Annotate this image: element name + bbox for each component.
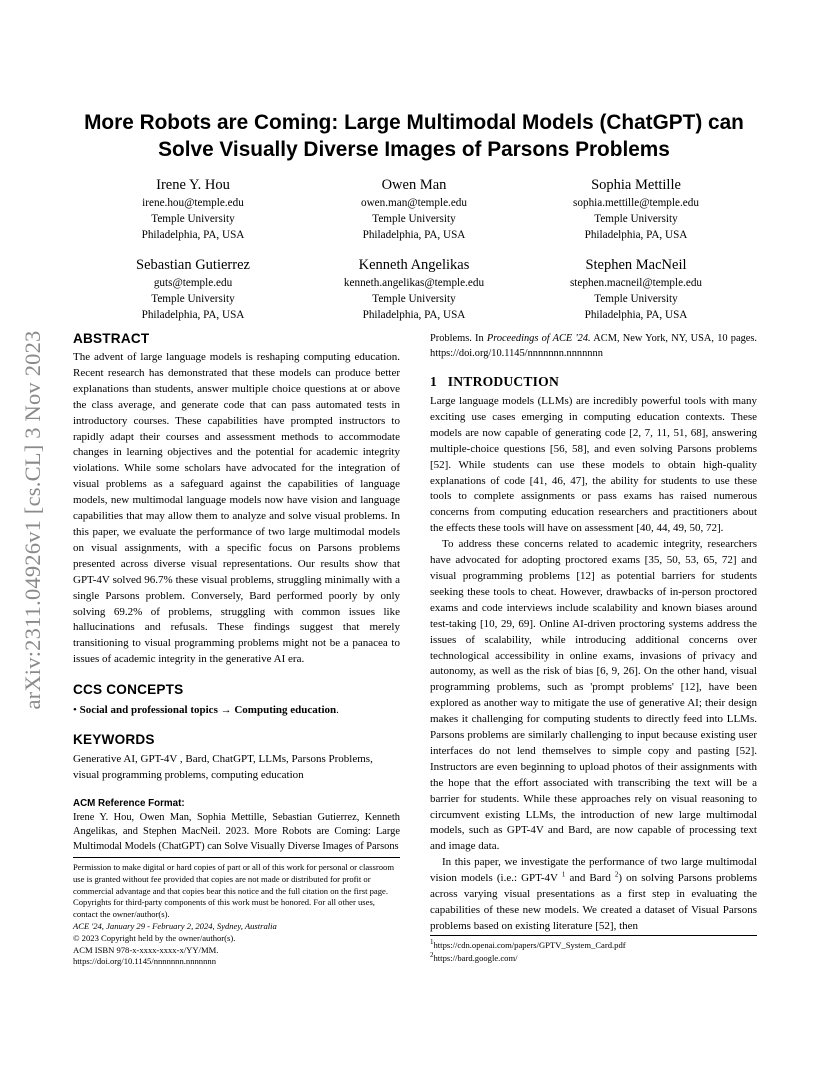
footnote-ref-1[interactable]: 1 (561, 870, 566, 879)
author-affiliation: Temple University (151, 213, 235, 225)
author-name: Owen Man (381, 177, 447, 193)
footnotes (430, 935, 757, 964)
arxiv-id: arXiv:2311.04926v1 [cs.CL] 3 Nov 2023 (20, 330, 45, 710)
footnote-1: $^1$https://cdn.openai.com/papers/GPTV_System_Card.pdf (430, 938, 626, 950)
footnote-ref-2[interactable]: 2 (614, 870, 619, 879)
intro-paragraph-3: In this paper, we investigate the performance of two large multimodal vision models (i.e.: GPT-4V $^1$ and Bard $^2$) on solving Parsons problems across varying visual presentations as a first step in evaluating the capabilities of these new models. We created a dataset of Visual Parsons problems based on existing literature [52], then (430, 856, 757, 932)
abstract-heading: ABSTRACT (73, 331, 150, 346)
permission-isbn: ACM ISBN 978-x-xxxx-xxxx-x/YY/MM. (73, 944, 219, 955)
author-affiliation: Temple University (594, 293, 678, 305)
ccs-arrow-icon: → (220, 704, 232, 717)
author-email[interactable]: stephen.macneil@temple.edu (569, 277, 703, 289)
keywords-text: Generative AI, GPT-4V , Bard, ChatGPT, LLMs, Parsons Problems, visual programming problems, computing education (73, 753, 373, 782)
introduction-heading: 1 INTRODUCTION (430, 374, 559, 389)
author-name: Sophia Mettille (591, 177, 681, 193)
author-block (68, 256, 318, 323)
author-email[interactable]: guts@temple.edu (153, 277, 233, 289)
author-affiliation: Temple University (372, 293, 456, 305)
permission-block (73, 857, 400, 968)
author-block (68, 176, 318, 243)
permission-doi[interactable]: https://doi.org/10.1145/nnnnnnn.nnnnnnn (73, 956, 216, 967)
author-email[interactable]: sophia.mettille@temple.edu (573, 197, 699, 209)
permission-copyright: © 2023 Copyright held by the owner/author(s). (73, 932, 236, 943)
author-affiliation: Temple University (372, 213, 456, 225)
author-block (511, 176, 761, 243)
author-email[interactable]: owen.man@temple.edu (361, 197, 467, 209)
arxiv-stamp (20, 290, 46, 750)
ccs-category: Social and professional topics (79, 704, 218, 717)
author-location: Philadelphia, PA, USA (141, 309, 245, 321)
acm-reference-text: Irene Y. Hou, Owen Man, Sophia Mettille, Sebastian Gutierrez, Kenneth Angelikas, and Stephen MacNeil. 2023. More Robots are Coming: Large Multimodal Models (ChatGPT) can Solve Visually Diverse Images of Parsons (73, 811, 400, 852)
author-affiliation: Temple University (151, 293, 235, 305)
keywords-heading: KEYWORDS (73, 732, 155, 748)
ccs-concepts (73, 702, 400, 718)
author-name: Stephen MacNeil (585, 257, 687, 273)
author-block (289, 176, 539, 243)
author-email[interactable]: kenneth.angelikas@temple.edu (343, 277, 485, 289)
author-affiliation: Temple University (594, 213, 678, 225)
author-block (511, 256, 761, 323)
acm-reference-continued: Problems. In Proceedings of ACE '24. ACM, New York, NY, USA, 10 pages. https://doi.org/10.1145/nnnnnnn.nnnnnnn (430, 333, 758, 359)
intro-paragraph-1: Large language models (LLMs) are incredibly powerful tools with many exciting use cases emerging in computing education contexts. These models are now capable of generating code [2, 7, 11, 51, 68], answering multiple-choice questions [56, 58], and even solving Parsons problems [52]. While students can use these models to obtain high-quality explanations of code [41, 46, 47], the ability for students to use these tools to complete assignments or pass exams has raised numerous concerns from computing education researchers and practitioners about the effects these tools will have on assessment [40, 44, 49, 50, 72]. (430, 395, 757, 535)
ccs-bullet: • (73, 704, 77, 717)
intro-paragraph-2: To address these concerns related to academic integrity, researchers have advocated for adopting proctored exams [35, 50, 53, 65, 72] and visual programming problems [12] as potential barriers for students seeking these tools to cheat. However, drawbacks of in-person proctored exams and code interviews include scalability and known biases around test-taking [10, 29, 69]. Online AI-driven proctoring systems address the issues of scalability, while introducing additional concerns over technological accessibility in online exams, invasions of privacy and autonomy, as well as the risk of bias [6, 9, 26]. On the other hand, visual programming problems, such as 'prompt problems' [12], have been explored as another way to mitigate the use of generative AI; their design makes it challenging for computing students to directly feed into LLMs. Parsons problems are similarly challenging to input because existing user interfaces do not lend themselves to simple copy and pasting [52]. Instructors are even beginning to upload photos of their assignments with the hope that the effort associated with transcribing the text will be a barrier for students. While these approaches rely on visual reasoning to circumvent existing LLMs, the introduction of new large multimodal models, such as GPT-4V and Bard, are now capable of processing text and image data. (430, 538, 757, 853)
footnote-2-link[interactable]: https://bard.google.com/ (433, 952, 518, 963)
abstract-text: The advent of large language models is reshaping computing education. Recent research has demonstrated that these models can produce better explanations than students, answer multiple choice questions at or above the class average, and generate code that can pass automated tests in introductory courses. These capabilities have prompted instructors to rapidly adapt their courses and assessment methods to accommodate changes in learning objectives and the potential for academic integrity violations. While some scholars have advocated for the integration of visual problems as a safeguard against the capabilities of language models, new multimodal language models now have vision and language capabilities that may allow them to analyze and solve visual problems. In this paper, we evaluate the performance of two large multimodal models on visual assignments, with a specific focus on Parsons problems presented across diverse visual representations. Our results show that GPT-4V solved 96.7% these visual problems, struggling minimally with a single Parsons problem. Conversely, Bard performed poorly by only solving 69.2% of problems, struggling with common issues like hallucinations and refusals. These findings suggest that merely transitioning to visual programming problems might not be a panacea to issues of academic integrity in the generative AI era. (73, 351, 400, 666)
author-location: Philadelphia, PA, USA (362, 309, 466, 321)
author-location: Philadelphia, PA, USA (141, 229, 245, 241)
acm-reference-heading: ACM Reference Format: (73, 797, 185, 809)
paper-title: More Robots are Coming: Large Multimodal Models (ChatGPT) can Solve Visually Diverse Images of Parsons Problems (84, 111, 744, 161)
acm-reference-venue: Proceedings of ACE '24. (486, 333, 591, 344)
author-email[interactable]: irene.hou@temple.edu (142, 197, 244, 209)
author-location: Philadelphia, PA, USA (584, 309, 688, 321)
footnote-2: $^2$https://bard.google.com/ (430, 950, 518, 963)
ccs-heading: CCS CONCEPTS (73, 682, 184, 698)
author-location: Philadelphia, PA, USA (362, 229, 466, 241)
ccs-concept: Computing education (234, 704, 337, 717)
author-location: Philadelphia, PA, USA (584, 229, 688, 241)
author-name: Sebastian Gutierrez (136, 257, 250, 273)
right-column (430, 332, 757, 935)
permission-venue: ACE '24, January 29 - February 2, 2024, Sydney, Australia (73, 920, 277, 931)
footnote-1-link[interactable]: https://cdn.openai.com/papers/GPTV_System_Card.pdf (433, 940, 626, 950)
left-column (73, 330, 400, 854)
author-name: Irene Y. Hou (156, 177, 230, 193)
ccs-end: . (336, 704, 339, 717)
permission-text: Permission to make digital or hard copies of part or all of this work for personal or classroom use is granted without fee provided that copies are not made or distributed for profit or commercial advantage and that copies bear this notice and the full citation on the first page. Copyrights for third-party components of this work must be honored. For all other uses, contact the owner/author(s). (73, 862, 394, 920)
author-name: Kenneth Angelikas (358, 257, 470, 273)
author-block (289, 256, 539, 323)
